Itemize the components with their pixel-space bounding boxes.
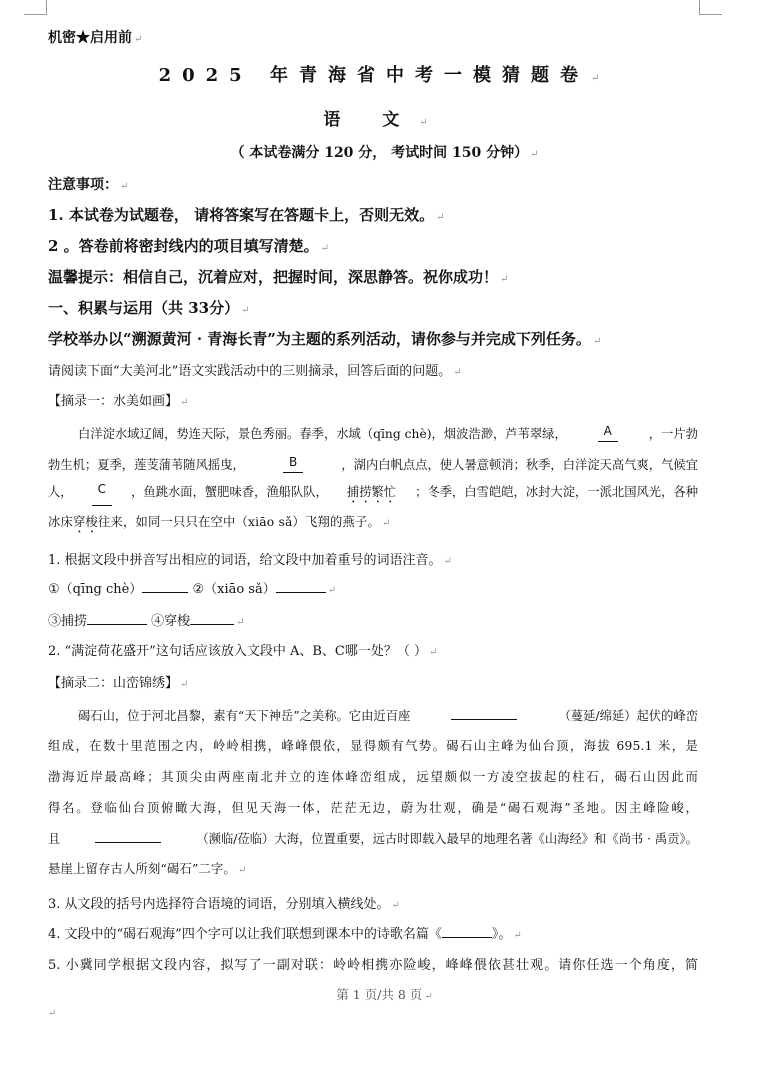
- excerpt-1-line-1: 白洋淀水域辽阔，势连天际，景色秀丽。春季，水域（qīng chè)，烟波浩渺，芦苇翠绿， A ，一片勃: [78, 424, 698, 441]
- excerpt-2-title: 【摘录二：山峦锦绣】 ↵: [48, 676, 189, 691]
- excerpt-2-line-2: 组成，在数十里范围之内，岭岭相携，峰峰偎依，显得颇有气势。碣石山主峰为仙台顶，海拔 695.1 米，是: [48, 739, 698, 753]
- section-1-instruction: 请阅读下面“大美河北”语文实践活动中的三则摘录，回答后面的问题。 ↵: [48, 364, 462, 379]
- excerpt-1-line-2: 勃生机；夏季，莲芰蒲苇随风摇曳， B ，湖内白帆点点，使人暑意顿消；秋季，白洋淀天高气爽，气候宜: [48, 455, 698, 472]
- blank-label-a: A: [598, 424, 618, 442]
- page-footer: 第 1 页/共 8 页 ↵: [336, 987, 433, 1002]
- notice-item-2: 2 。答卷前将密封线内的项目填写清楚。 ↵: [48, 237, 330, 255]
- excerpt-2-line-1: 碣石山，位于河北昌黎，素有“天下神岳”之美称。它由近百座 （蔓延/绵延）起伏的峰峦: [78, 706, 698, 724]
- notice-item-1: 1. 本试卷为试题卷， 请将答案写在答题卡上，否则无效。 ↵: [48, 206, 445, 224]
- question-1: 1. 根据文段中拼音写出相应的词语，给文段中加着重号的词语注音。 ↵: [48, 553, 452, 568]
- answer-blank-2[interactable]: [276, 579, 326, 593]
- blank-label-c: C: [92, 482, 112, 506]
- answer-blank-7[interactable]: [442, 924, 492, 938]
- question-3: 3. 从文段的括号内选择符合语境的词语，分别填入横线处。 ↵: [48, 897, 400, 912]
- question-1-row-1: ①（qīng chè） ②（xiāo sǎ） ↵: [48, 578, 336, 597]
- question-5: 5. 小冀同学根据文段内容，拟写了一副对联：岭岭相携亦险峻，峰峰偎依甚壮观。请你任选一个角度，简: [48, 958, 698, 973]
- excerpt-1-title: 【摘录一：水美如画】 ↵: [48, 394, 189, 409]
- excerpt-2-line-3: 渤海近岸最高峰；其顶尖由两座南北并立的连体峰峦组成，远望颇似一方凌空拔起的柱石，碣石山因此而: [48, 770, 698, 784]
- excerpt-1-line-4: 冰床穿梭往来，如同一只只在空中（xiāo sǎ）飞翔的燕子。 ↵: [48, 515, 391, 529]
- exam-title: 2025 年青海省中考一模猜题卷 ↵: [158, 65, 611, 86]
- excerpt-2-line-5: 且 （濒临/莅临）大海，位置重要，远古时即载入最早的地理名著《山海经》和《尚书 · 禹贡》。: [48, 829, 698, 847]
- question-1-row-2: ③捕捞 ④穿梭 ↵: [48, 610, 245, 629]
- section-1-heading: 一、积累与运用（共 33分） ↵: [48, 299, 250, 317]
- section-1-intro: 学校举办以“溯源黄河 · 青海长青”为主题的系列活动，请你参与并完成下列任务。 ↵: [48, 330, 602, 348]
- crop-mark-top-right: [699, 0, 722, 15]
- answer-blank-6[interactable]: [95, 829, 161, 843]
- answer-blank-4[interactable]: [190, 611, 234, 625]
- exam-info: （ 本试卷满分 120 分， 考试时间 150 分钟） ↵: [230, 145, 539, 161]
- question-4: 4. 文段中的“碣石观海”四个字可以让我们联想到课本中的诗歌名篇《 》。 ↵: [48, 923, 522, 942]
- subject-title: 语 文 ↵: [323, 110, 446, 130]
- crop-mark-top-left: [24, 0, 47, 15]
- secret-label: 机密★启用前 ↵: [48, 30, 143, 46]
- notice-heading: 注意事项： ↵: [48, 177, 129, 193]
- answer-blank-3[interactable]: [87, 611, 147, 625]
- answer-blank-5[interactable]: [451, 706, 517, 720]
- question-2: 2. “满淀荷花盛开”这句话应该放入文段中 A、B、C哪一处？（ ） ↵: [48, 644, 438, 659]
- excerpt-2-line-4: 得名。登临仙台顶俯瞰大海，但见天海一体，茫茫无边，蔚为壮观，确是“碣石观海”圣地。因主峰险峻，: [48, 801, 698, 815]
- blank-label-b: B: [283, 455, 303, 473]
- emphasized-word-catch: 捕捞繁忙: [346, 485, 397, 499]
- emphasized-word-shuttle: 穿梭: [73, 515, 98, 529]
- excerpt-2-line-6: 悬崖上留存古人所刻“碣石”二字。 ↵: [48, 862, 247, 876]
- answer-blank-1[interactable]: [142, 579, 188, 593]
- excerpt-1-line-3: 人， C ，鱼跳水面，蟹肥味香，渔船队队， 捕捞繁忙 ；冬季，白雪皑皑，冰封大淀，一派北国风光，各种: [48, 482, 698, 506]
- paragraph-mark: ↵: [48, 1008, 57, 1019]
- warm-tip: 温馨提示：相信自己，沉着应对，把握时间，深思静答。祝你成功！ ↵: [48, 268, 509, 286]
